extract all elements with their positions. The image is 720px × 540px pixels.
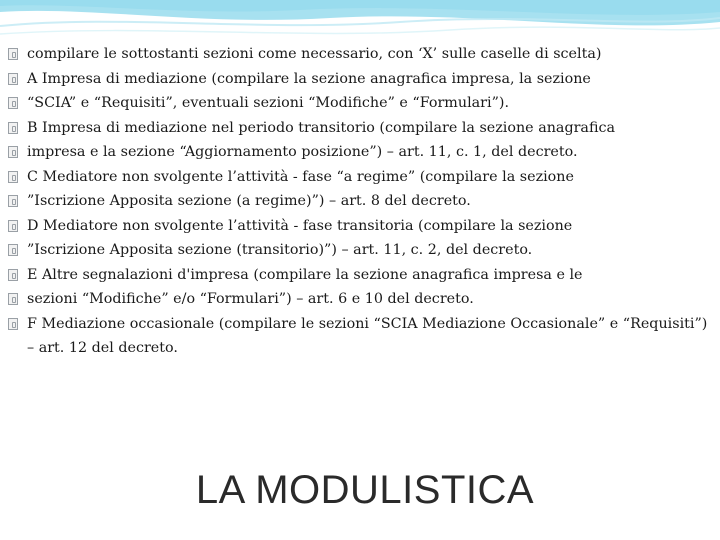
list-item-text: impresa e la sezione “Aggiornamento posizione”) – art. 11, c. 1, del decreto. <box>27 144 578 160</box>
list-item-text: C Mediatore non svolgente l’attività - fase “a regime” (compilare la sezione <box>27 168 574 185</box>
list-item-text: B Impresa di mediazione nel periodo transitorio (compilare la sezione anagrafica <box>27 119 616 136</box>
list-item <box>8 263 708 288</box>
list-item-text: “SCIA” e “Requisiti”, eventuali sezioni “Modifiche” e “Formulari”). <box>27 95 510 111</box>
missing-glyph-box-icon <box>8 73 18 85</box>
list-item-text: F Mediazione occasionale (compilare le sezioni “SCIA Mediazione Occasionale” e “Requisiti”) – art. 12 del decreto. <box>27 315 708 356</box>
missing-glyph-box-icon <box>8 97 18 109</box>
list-item <box>8 189 708 214</box>
list-item <box>8 42 708 67</box>
list-item-text: sezioni “Modifiche” e/o “Formulari”) – art. 6 e 10 del decreto. <box>27 291 474 307</box>
list-item <box>8 287 708 312</box>
missing-glyph-box-icon <box>8 318 18 330</box>
missing-glyph-box-icon <box>8 220 18 232</box>
slide-title: LA MODULISTICA <box>195 468 535 512</box>
list-item-text: A Impresa di mediazione (compilare la sezione anagrafica impresa, la sezione <box>27 70 591 87</box>
list-item-text: ”Iscrizione Apposita sezione (transitorio)”) – art. 11, c. 2, del decreto. <box>27 242 533 258</box>
missing-glyph-box-icon <box>8 244 18 256</box>
content-list <box>8 42 708 361</box>
list-item-text: ”Iscrizione Apposita sezione (a regime)”) – art. 8 del decreto. <box>27 193 471 209</box>
missing-glyph-box-icon <box>8 269 18 281</box>
list-item-text: compilare le sottostanti sezioni come necessario, con ‘X’ sulle caselle di scelta) <box>27 46 602 62</box>
missing-glyph-box-icon <box>8 195 18 207</box>
list-item-text: D Mediatore non svolgente l’attività - fase transitoria (compilare la sezione <box>27 217 573 234</box>
list-item <box>8 312 708 361</box>
list-item <box>8 238 708 263</box>
header-wave-decoration <box>0 0 720 48</box>
missing-glyph-box-icon <box>8 293 18 305</box>
missing-glyph-box-icon <box>8 146 18 158</box>
list-item <box>8 91 708 116</box>
list-item <box>8 140 708 165</box>
list-item <box>8 165 708 190</box>
missing-glyph-box-icon <box>8 122 18 134</box>
missing-glyph-box-icon <box>8 171 18 183</box>
missing-glyph-box-icon <box>8 48 18 60</box>
list-item <box>8 67 708 92</box>
list-item-text: E Altre segnalazioni d'impresa (compilare la sezione anagrafica impresa e le <box>27 266 583 283</box>
list-item <box>8 116 708 141</box>
list-item <box>8 214 708 239</box>
